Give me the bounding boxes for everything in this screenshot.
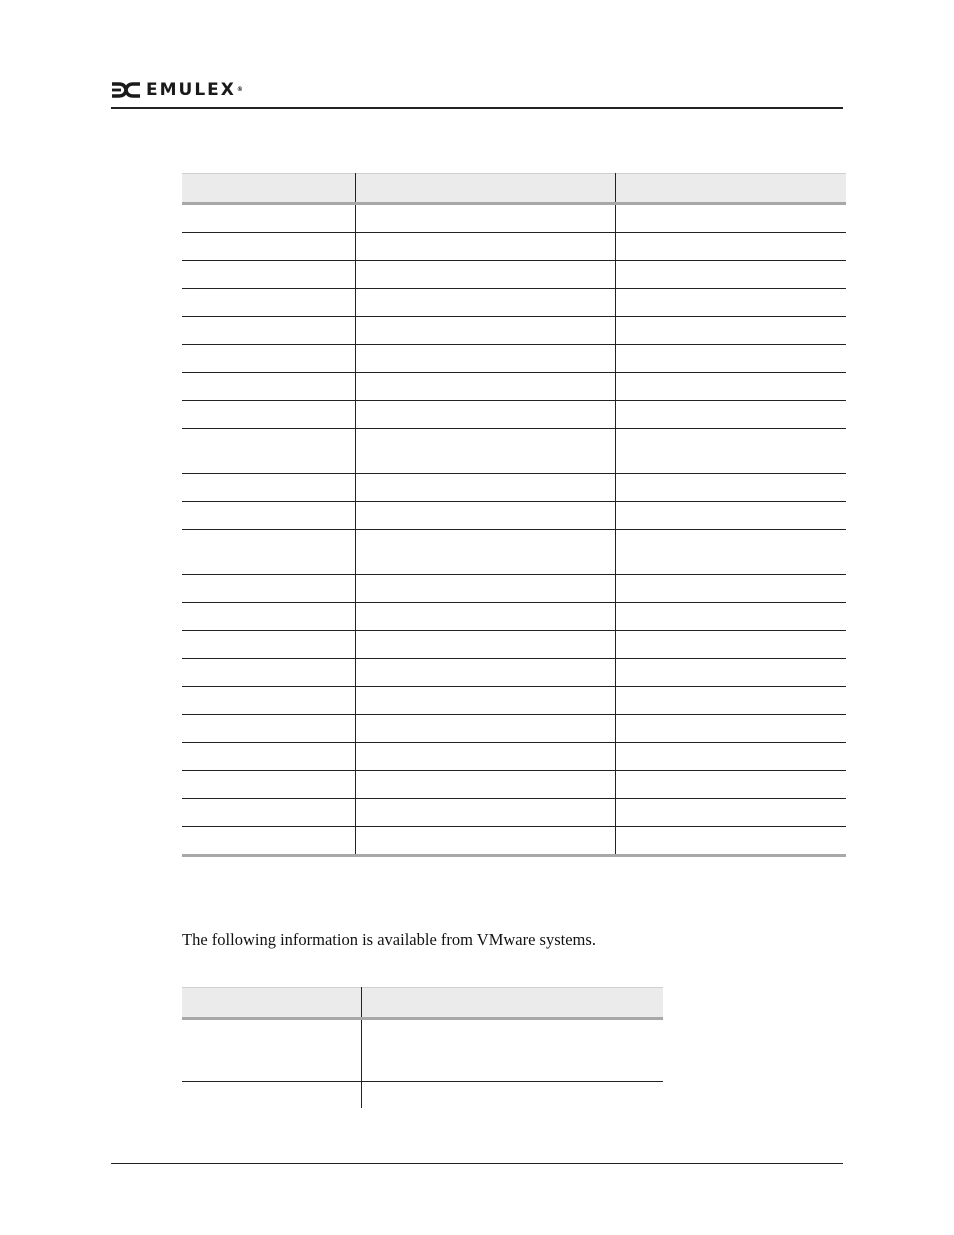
table-cell (182, 204, 355, 233)
table-row (182, 827, 846, 856)
table-cell (355, 429, 615, 474)
table-cell (182, 743, 355, 771)
table-row (182, 289, 846, 317)
table-cell (615, 373, 846, 401)
table-cell (355, 474, 615, 502)
table-cell (355, 204, 615, 233)
table-cell (182, 261, 355, 289)
table-row (182, 603, 846, 631)
table-row (182, 530, 846, 575)
table-cell (355, 233, 615, 261)
table-cell (615, 687, 846, 715)
table-row (182, 261, 846, 289)
vmware-intro-text: The following information is available from VMware systems. (182, 930, 596, 949)
table-cell (182, 429, 355, 474)
table-cell (182, 502, 355, 530)
table-cell (615, 530, 846, 575)
column-header (355, 174, 615, 204)
table-cell (182, 401, 355, 429)
table-cell (615, 401, 846, 429)
table-cell (182, 827, 355, 856)
table-cell (615, 429, 846, 474)
table-cell (182, 575, 355, 603)
table-cell (355, 317, 615, 345)
table-cell (182, 317, 355, 345)
table-cell (182, 530, 355, 575)
table-header-row (182, 988, 663, 1019)
column-header (182, 988, 361, 1019)
table-row (182, 401, 846, 429)
table-row (182, 1082, 663, 1109)
table-cell (355, 401, 615, 429)
table-cell (615, 474, 846, 502)
header-rule (111, 107, 843, 109)
emulex-mark-icon (112, 81, 140, 99)
brand-name: EMULEX® (146, 80, 243, 100)
table-cell (361, 1082, 663, 1109)
table-row (182, 799, 846, 827)
table-cell (615, 289, 846, 317)
table-row (182, 743, 846, 771)
table-row (182, 474, 846, 502)
table-cell (615, 743, 846, 771)
table-row (182, 429, 846, 474)
table-cell (355, 345, 615, 373)
table-cell (182, 1082, 361, 1109)
table-cell (182, 1019, 361, 1082)
table-cell (355, 659, 615, 687)
column-header (615, 174, 846, 204)
table-row (182, 317, 846, 345)
table-cell (615, 799, 846, 827)
table-cell (355, 771, 615, 799)
table-cell (355, 799, 615, 827)
emulex-logo (112, 81, 243, 99)
table-cell (182, 687, 355, 715)
table-row (182, 204, 846, 233)
table-cell (182, 373, 355, 401)
table-cell (182, 345, 355, 373)
table-cell (355, 827, 615, 856)
table-cell (615, 631, 846, 659)
table-cell (615, 233, 846, 261)
table-row (182, 502, 846, 530)
table-cell (182, 474, 355, 502)
table-cell (182, 603, 355, 631)
table-cell (182, 799, 355, 827)
table-row (182, 631, 846, 659)
table-cell (182, 715, 355, 743)
table-row (182, 659, 846, 687)
table-cell (182, 659, 355, 687)
table-cell (615, 345, 846, 373)
table-cell (615, 603, 846, 631)
table-cell (361, 1019, 663, 1082)
table-cell (355, 687, 615, 715)
table-row (182, 345, 846, 373)
table-cell (355, 603, 615, 631)
table-cell (355, 530, 615, 575)
table-cell (615, 317, 846, 345)
table-row (182, 575, 846, 603)
column-header (182, 174, 355, 204)
table-row (182, 1019, 663, 1082)
table-cell (355, 289, 615, 317)
parameter-table (182, 173, 846, 857)
table-cell (615, 827, 846, 856)
table-cell (615, 771, 846, 799)
footer-rule (111, 1163, 843, 1164)
table-cell (355, 743, 615, 771)
table-cell (182, 289, 355, 317)
table-cell (182, 233, 355, 261)
table-cell (615, 659, 846, 687)
table-cell (182, 771, 355, 799)
table-row (182, 373, 846, 401)
table-cell (355, 715, 615, 743)
table-cell (355, 261, 615, 289)
table-row (182, 687, 846, 715)
table-cell (615, 502, 846, 530)
table-cell (355, 373, 615, 401)
table-row (182, 715, 846, 743)
table-cell (615, 575, 846, 603)
table-cell (615, 261, 846, 289)
table-row (182, 233, 846, 261)
table-cell (615, 204, 846, 233)
table-row (182, 771, 846, 799)
table-cell (355, 631, 615, 659)
table-cell (355, 502, 615, 530)
vmware-info-table (182, 987, 663, 1108)
table-cell (182, 631, 355, 659)
table-cell (355, 575, 615, 603)
column-header (361, 988, 663, 1019)
brand-trademark: ® (236, 86, 243, 93)
table-header-row (182, 174, 846, 204)
table-cell (615, 715, 846, 743)
